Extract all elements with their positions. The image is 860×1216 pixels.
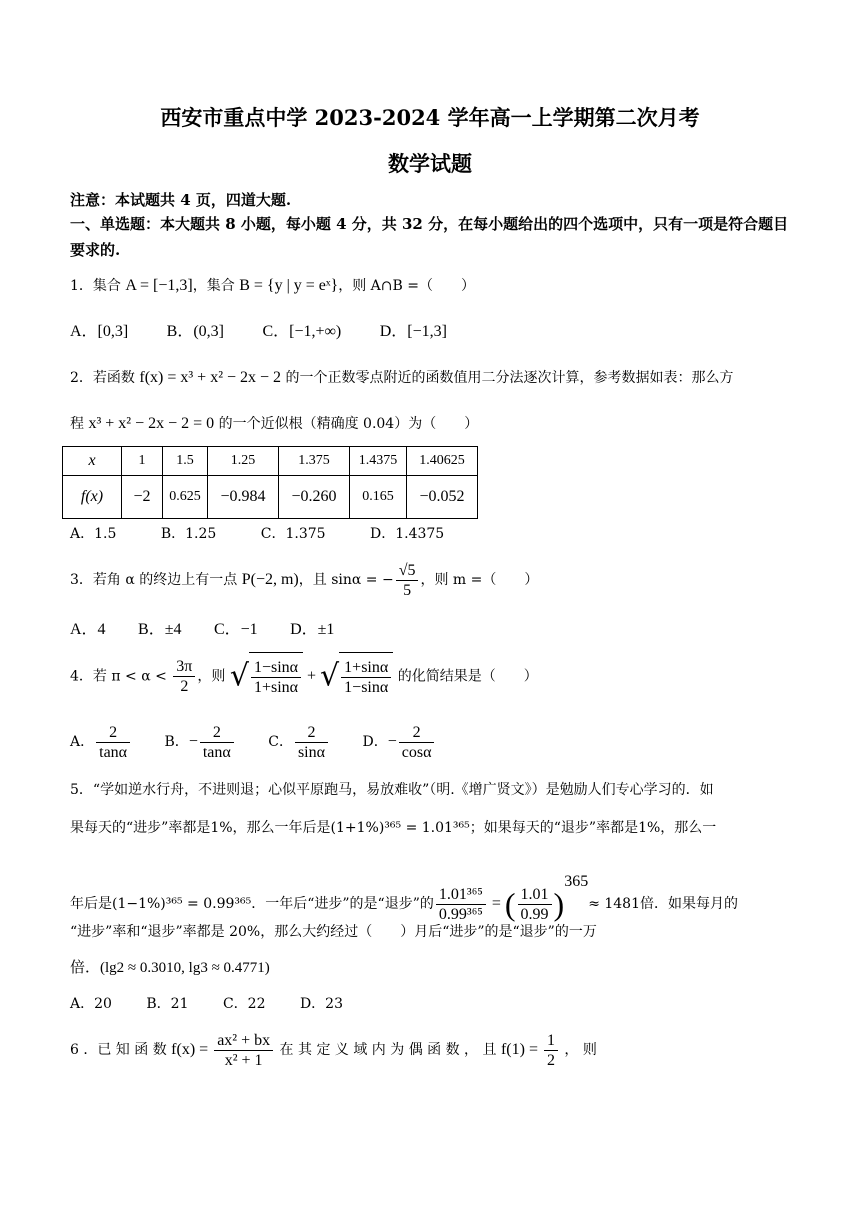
q3-frac-num: √5 — [396, 561, 419, 581]
q5-option-b: B．21 — [146, 996, 189, 1012]
q4-option-a-den: tanα — [99, 743, 128, 761]
table-cell: 1.25 — [208, 447, 279, 476]
q3-fraction — [396, 561, 419, 600]
q5-options — [70, 994, 795, 1014]
q5-frac1-num: 1.01³⁶⁵ — [436, 885, 486, 905]
q5-paren-open: ( — [504, 886, 516, 922]
q4-prefix: 4．若 π < α < — [70, 668, 172, 685]
question-5-line-1: 5．“学如逆水行舟，不进则退；心似平原跑马，易放难收”（明.《增广贤文》）是勉励人们专心学习的．如 — [70, 782, 714, 798]
q4-option-a — [70, 720, 132, 764]
question-1 — [70, 276, 795, 296]
table-cell: f(x) — [63, 476, 122, 519]
q2-option-b: B．1.25 — [160, 526, 217, 542]
q1-prefix: 1．集合 — [70, 278, 126, 294]
q2-line1-tail: 的一个正数零点附近的函数值用二分法逐次计算，参考数据如表：那么方 — [281, 370, 734, 386]
question-4 — [70, 652, 795, 701]
q4-fraction — [173, 657, 195, 696]
q5-option-c: C．22 — [222, 996, 266, 1012]
q3-options — [70, 620, 795, 640]
q4-sqrt-2: √ $\frac{1+\sin\alpha}{1-\sin\alpha}$ — [320, 652, 393, 701]
q4-option-c-label: C． — [268, 734, 293, 750]
q3-option-c: C．−1 — [213, 621, 258, 638]
q4-sqrt1-num: 1−sinα — [251, 658, 301, 678]
q5-paren-close: ) — [553, 886, 565, 922]
table-cell: −0.052 — [407, 476, 478, 519]
q3-option-d: D．±1 — [290, 621, 335, 638]
q4-option-d-den: cosα — [401, 743, 432, 761]
table-cell: −0.260 — [279, 476, 350, 519]
q4-option-b-num: 2 — [200, 723, 234, 743]
table-cell: 0.165 — [350, 476, 407, 519]
table-row — [63, 447, 478, 476]
question-3 — [70, 560, 795, 600]
q4-option-d — [362, 720, 436, 764]
q4-option-c-den: sinα — [297, 743, 326, 761]
q3-prefix: 3．若角 α 的终边上有一点 — [70, 572, 242, 588]
q1-options — [70, 322, 795, 342]
q5-fraction-2 — [518, 885, 552, 924]
question-5-line-5: 倍．(lg2 ≈ 0.3010, lg3 ≈ 0.4771) — [70, 960, 270, 976]
q6-frac-den: x² + 1 — [224, 1051, 263, 1069]
q4-option-d-label: D． — [362, 734, 388, 750]
q3-option-b: B．±4 — [138, 621, 182, 638]
q6-mid: 在 其 定 义 域 内 为 偶 函 数 ， 且 — [275, 1042, 501, 1058]
q4-sqrt2-num: 1+sinα — [341, 658, 391, 678]
q1-option-c: C．[−1,+∞) — [262, 323, 342, 340]
q6-fraction — [214, 1031, 273, 1070]
table-cell: x — [63, 447, 122, 476]
q1-tail: ，则 A∩B =（ ） — [338, 278, 475, 294]
q6-prefix: 6 ．已 知 函 数 — [70, 1042, 172, 1058]
q4-option-c-num: 2 — [295, 723, 328, 743]
q4-option-b-den: tanα — [202, 743, 231, 761]
question-5-line-3 — [70, 858, 795, 928]
q5-line3-prefix: 年后是(1−1%)³⁶⁵ = 0.99³⁶⁵．一年后“进步”的是“退步”的 — [70, 896, 434, 912]
q4-plus: + — [303, 667, 321, 685]
q2-option-d: D．1.4375 — [370, 526, 445, 542]
table-cell: 1 — [122, 447, 163, 476]
q4-sqrt-1: √ $\frac{1-\sin\alpha}{1+\sin\alpha}$ — [230, 652, 303, 701]
q4-frac-num: 3π — [173, 657, 195, 677]
q3-mid: ，且 sinα = − — [298, 572, 394, 588]
q1-mid: ，集合 — [192, 278, 240, 294]
q4-option-a-label: A． — [70, 734, 95, 750]
table-cell: −0.984 — [208, 476, 279, 519]
q4-sqrt1-den: 1+sinα — [253, 678, 299, 696]
q1-set-b: B = {y | y = eˣ} — [239, 277, 339, 294]
page-title: 西安市重点中学 2023-2024 学年高一上学期第二次月考 — [160, 105, 700, 130]
q6-tail: ， 则 — [559, 1042, 597, 1058]
question-6 — [70, 1026, 795, 1074]
q4-option-d-num: 2 — [399, 723, 435, 743]
q2-line2-tail: 的一个近似根（精确度 0.04）为（ ） — [214, 416, 479, 432]
q2-function: f(x) = x³ + x² − 2x − 2 — [139, 369, 282, 386]
q6-f1-fraction — [544, 1031, 558, 1070]
q2-prefix: 2．若函数 — [70, 370, 140, 386]
q2-option-a: A．1.5 — [70, 526, 117, 542]
q4-mid: ，则 — [197, 668, 230, 685]
q3-tail: ，则 m =（ ） — [420, 572, 539, 588]
question-2-line-2 — [70, 414, 795, 434]
exam-note: 注意：本试题共 4 页，四道大题. — [70, 191, 292, 209]
q4-option-b — [165, 720, 236, 764]
q1-option-b: B．(0,3] — [166, 323, 225, 340]
q2-line2-prefix: 程 — [70, 416, 89, 432]
question-2-line-1 — [70, 368, 795, 388]
table-cell: 1.5 — [163, 447, 208, 476]
q4-option-c — [268, 720, 330, 764]
q3-point: P(−2, m) — [241, 571, 299, 588]
table-row — [63, 476, 478, 519]
q1-option-a: A．[0,3] — [70, 323, 129, 340]
q3-frac-den: 5 — [403, 581, 412, 599]
q2-options — [70, 524, 795, 544]
q5-option-d: D．23 — [299, 996, 343, 1012]
table-cell: 0.625 — [163, 476, 208, 519]
q4-option-b-label: B． — [164, 734, 189, 750]
q5-equals: = — [487, 895, 505, 912]
q5-line3-tail: ≈ 1481倍．如果每月的 — [588, 896, 738, 912]
q6-fx: f(x) = — [171, 1041, 213, 1058]
q4-option-a-num: 2 — [96, 723, 130, 743]
q5-frac1-den: 0.99³⁶⁵ — [438, 905, 483, 923]
section-heading: 一、单选题：本大题共 8 小题，每小题 4 分，共 32 分，在每小题给出的四个选项中，只有一项是符合题目要求的. — [70, 215, 789, 259]
q2-equation: x³ + x² − 2x − 2 = 0 — [88, 415, 215, 432]
q4-tail: 的化简结果是（ ） — [393, 668, 538, 685]
table-cell: 1.4375 — [350, 447, 407, 476]
question-5-line-2: 果每天的“进步”率都是1%，那么一年后是(1+1%)³⁶⁵ = 1.01³⁶⁵；如果每天的“退步”率都是1%，那么一 — [70, 820, 717, 836]
bisection-table — [62, 446, 478, 519]
q4-option-b-sign: − — [188, 733, 198, 750]
q6-f1-num: 1 — [544, 1031, 558, 1051]
q2-option-c: C．1.375 — [260, 526, 326, 542]
q5-power: 365 — [564, 873, 589, 890]
question-5-line-4: “进步”率和“退步”率都是 20%，那么大约经过（ ）月后“进步”的是“退步”的一万 — [70, 924, 597, 940]
q1-set-a: A = [−1,3] — [125, 277, 193, 294]
q5-frac2-den: 0.99 — [520, 905, 549, 923]
q4-options — [70, 720, 795, 764]
page-subtitle: 数学试题 — [388, 151, 472, 176]
table-cell: 1.40625 — [407, 447, 478, 476]
q4-frac-den: 2 — [180, 678, 189, 695]
table-cell: −2 — [122, 476, 163, 519]
q6-frac-num: ax² + bx — [214, 1031, 273, 1051]
table-cell: 1.375 — [279, 447, 350, 476]
q6-f1-den: 2 — [546, 1051, 555, 1069]
q5-frac2-num: 1.01 — [518, 885, 552, 905]
q3-option-a: A．4 — [70, 621, 106, 638]
q5-fraction-1 — [436, 885, 486, 924]
q6-f1: f(1) = — [500, 1041, 542, 1058]
q4-sqrt2-den: 1−sinα — [344, 678, 389, 696]
q1-option-d: D．[−1,3] — [379, 323, 447, 340]
q4-option-d-sign: − — [387, 733, 397, 750]
q5-option-a: A．20 — [70, 996, 112, 1012]
